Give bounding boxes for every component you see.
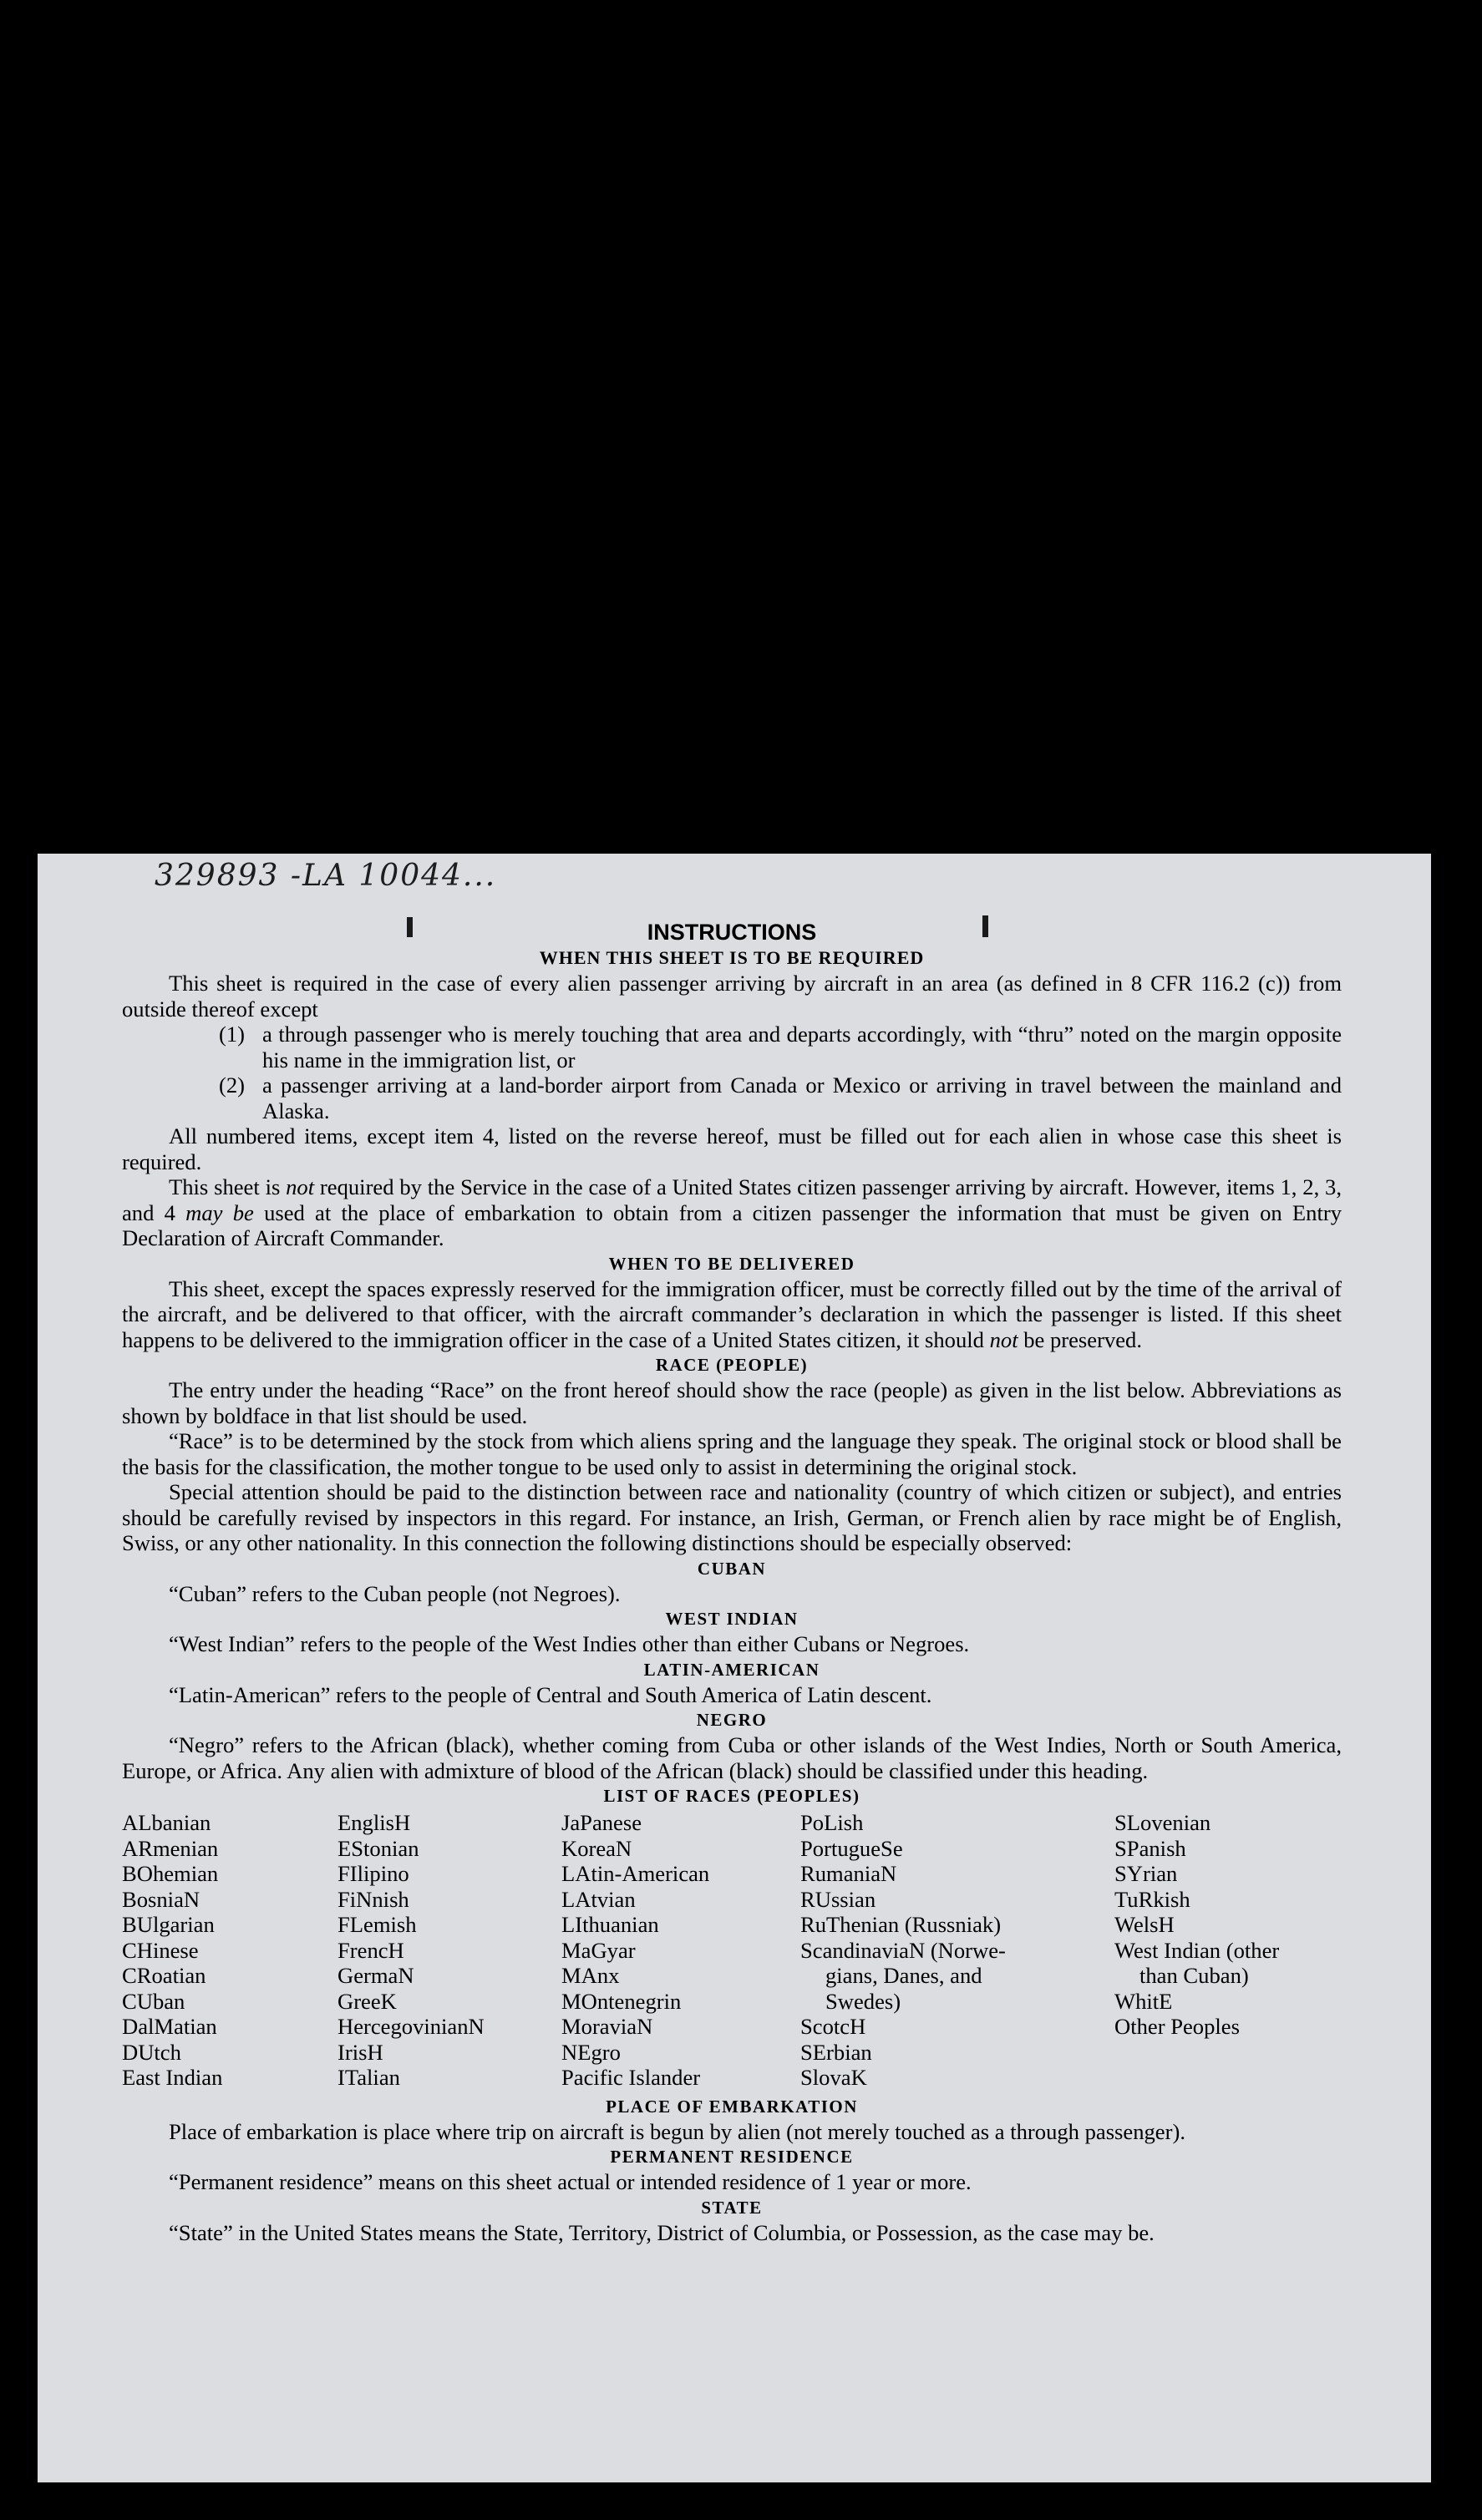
- race-item: LAtin-American: [561, 1861, 710, 1886]
- race-item: HercegovinianN: [338, 2014, 485, 2039]
- heading-when-required: WHEN THIS SHEET IS TO BE REQUIRED: [539, 947, 925, 968]
- race-item: MaGyar: [561, 1937, 636, 1963]
- race-item: LIthuanian: [561, 1912, 659, 1937]
- race-item: East Indian: [122, 2065, 223, 2090]
- race-item: Pacific Islander: [561, 2065, 701, 2090]
- heading-race: RACE (PEOPLE): [655, 1355, 809, 1375]
- race-item: CHinese: [122, 1937, 199, 1963]
- race-item: ScotcH: [800, 2014, 866, 2039]
- paragraph-numbered-items: All numbered items, except item 4, listed on the reverse hereof, must be filled out for each alien in whose case this sheet is required.: [122, 1123, 1342, 1174]
- races-list: [122, 1810, 1342, 2091]
- race-item: LAtvian: [561, 1886, 636, 1912]
- heading-when-delivered: WHEN TO BE DELIVERED: [608, 1253, 855, 1274]
- heading-negro: NEGRO: [696, 1710, 768, 1730]
- paragraph-delivery: This sheet, except the spaces expressly reserved for the immigration officer, must be correctly filled out by the time of the arrival of the aircraft, and be delivered to that officer, with the aircraft commander’s declaration in which the passenger is listed. If this sheet happens to be delivered to the immigration officer in the case of a United States citizen, it should not be preserved.: [122, 1275, 1342, 1352]
- page-title: INSTRUCTIONS: [647, 920, 817, 945]
- handwritten-note: 329893 -LA 10044...: [155, 859, 497, 893]
- race-item: SlovaK: [800, 2065, 867, 2090]
- item-number: (1): [219, 1022, 246, 1047]
- paragraph-cuban: “Cuban” refers to the Cuban people (not Negroes).: [169, 1580, 621, 1606]
- race-item: CRoatian: [122, 1963, 206, 1988]
- item-text: a through passenger who is merely touching that area and departs accordingly, with “thru” noted on the margin opposite his name in the immigration list, or: [262, 1022, 1342, 1072]
- instructions-content: [122, 919, 1342, 2245]
- paragraph-citizen: This sheet is not required by the Service in the case of a United States citizen passenger arriving by aircraft. However, items 1, 2, 3, and 4 may be used at the place of embarkation to obtain from a citizen passenger the information that must be given on Entry Declaration of Aircraft Commander.: [122, 1174, 1342, 1250]
- heading-state: STATE: [701, 2197, 763, 2218]
- paragraph-permanent-residence: “Permanent residence” means on this sheet actual or intended residence of 1 year or more.: [169, 2169, 972, 2194]
- race-item: WhitE: [1114, 1988, 1173, 2014]
- heading-list-of-races: LIST OF RACES (PEOPLES): [603, 1786, 860, 1806]
- heading-cuban: CUBAN: [697, 1558, 767, 1579]
- paragraph-west-indian: “West Indian” refers to the people of the West Indies other than either Cubans or Negroes.: [169, 1631, 970, 1656]
- exception-item: [122, 1072, 1342, 1123]
- race-item: DUtch: [122, 2039, 181, 2065]
- heading-embarkation: PLACE OF EMBARKATION: [606, 2096, 858, 2117]
- race-item: CUban: [122, 1988, 185, 2014]
- race-item: PortugueSe: [800, 1835, 903, 1861]
- race-item: MoraviaN: [561, 2014, 653, 2039]
- race-item: EnglisH: [338, 1810, 411, 1835]
- race-item: RuThenian (Russniak): [800, 1912, 1002, 1937]
- races-column-2: [338, 1810, 561, 2091]
- race-item: MOntenegrin: [561, 1988, 682, 2014]
- race-item: FiNnish: [338, 1886, 409, 1912]
- race-item: FrencH: [338, 1937, 404, 1963]
- heading-latin-american: LATIN-AMERICAN: [643, 1659, 820, 1680]
- races-column-3: [561, 1810, 800, 2091]
- race-item: GermaN: [338, 1963, 414, 1988]
- race-item: EStonian: [338, 1835, 419, 1861]
- race-item: West Indian (other: [1114, 1937, 1280, 1963]
- race-item: MAnx: [561, 1963, 620, 1988]
- race-item-continued: gians, Danes, and: [825, 1963, 982, 1988]
- paragraph-required-intro: This sheet is required in the case of every alien passenger arriving by aircraft in an area (as defined in 8 CFR 116.2 (c)) from outside thereof except: [122, 971, 1342, 1022]
- race-item: SLovenian: [1114, 1810, 1211, 1835]
- paragraph-race-entry: The entry under the heading “Race” on the front hereof should show the race (people) as given in the list below. Abbreviations as shown by boldface in that list should be used.: [122, 1377, 1342, 1428]
- paragraph-embarkation: Place of embarkation is place where trip on aircraft is begun by alien (not merely touched as a through passenger).: [169, 2118, 1185, 2144]
- paragraph-race-definition: “Race” is to be determined by the stock from which aliens spring and the language they speak. The original stock or blood shall be the basis for the classification, the mother tongue to be used only to assist in determining the original stock.: [122, 1428, 1342, 1479]
- race-item-continued: Swedes): [825, 1988, 901, 2014]
- race-item: IrisH: [338, 2039, 383, 2065]
- paragraph-negro: “Negro” refers to the African (black), whether coming from Cuba or other islands of the West Indies, North or South America, Europe, or Africa. Any alien with admixture of blood of the African (black) should be classified under this heading.: [122, 1732, 1342, 1783]
- race-item-continued: than Cuban): [1139, 1963, 1249, 1988]
- race-item: PoLish: [800, 1810, 864, 1835]
- race-item: KoreaN: [561, 1835, 632, 1861]
- race-item: ScandinaviaN (Norwe-: [800, 1937, 1006, 1963]
- race-item: ITalian: [338, 2065, 400, 2090]
- race-item: BosniaN: [122, 1886, 200, 1912]
- races-column-5: [1114, 1810, 1342, 2091]
- heading-permanent-residence: PERMANENT RESIDENCE: [610, 2147, 854, 2167]
- race-item: RumaniaN: [800, 1861, 897, 1886]
- paragraph-race-nationality: Special attention should be paid to the distinction between race and nationality (country of which citizen or subject), and entries should be carefully revised by inspectors in this regard. For instance, an Irish, German, or French alien by race might be of English, Swiss, or any other nationality. In this connection the following distinctions should be especially observed:: [122, 1479, 1342, 1555]
- race-item: FLemish: [338, 1912, 417, 1937]
- race-item: ARmenian: [122, 1835, 219, 1861]
- paragraph-latin-american: “Latin-American” refers to the people of Central and South America of Latin descent.: [169, 1681, 932, 1707]
- race-item: SYrian: [1114, 1861, 1178, 1886]
- race-item: DalMatian: [122, 2014, 217, 2039]
- race-item: NEgro: [561, 2039, 621, 2065]
- race-item: Other Peoples: [1114, 2014, 1240, 2039]
- item-number: (2): [219, 1072, 246, 1098]
- races-column-1: [122, 1810, 338, 2091]
- races-column-4: [800, 1810, 1114, 2091]
- race-item: WelsH: [1114, 1912, 1175, 1937]
- heading-west-indian: WEST INDIAN: [665, 1609, 799, 1629]
- race-item: RUssian: [800, 1886, 876, 1912]
- item-text: a passenger arriving at a land-border airport from Canada or Mexico or arriving in travel between the mainland and Alaska.: [262, 1072, 1342, 1123]
- race-item: JaPanese: [561, 1810, 642, 1835]
- race-item: TuRkish: [1114, 1886, 1190, 1912]
- race-item: SPanish: [1114, 1835, 1186, 1861]
- race-item: SErbian: [800, 2039, 872, 2065]
- paragraph-state: “State” in the United States means the State, Territory, District of Columbia, or Possession, as the case may be.: [169, 2219, 1155, 2245]
- race-item: ALbanian: [122, 1810, 211, 1835]
- race-item: GreeK: [338, 1988, 397, 2014]
- exception-item: [122, 1022, 1342, 1072]
- race-item: BUlgarian: [122, 1912, 215, 1937]
- race-item: FIlipino: [338, 1861, 409, 1886]
- race-item: BOhemian: [122, 1861, 219, 1886]
